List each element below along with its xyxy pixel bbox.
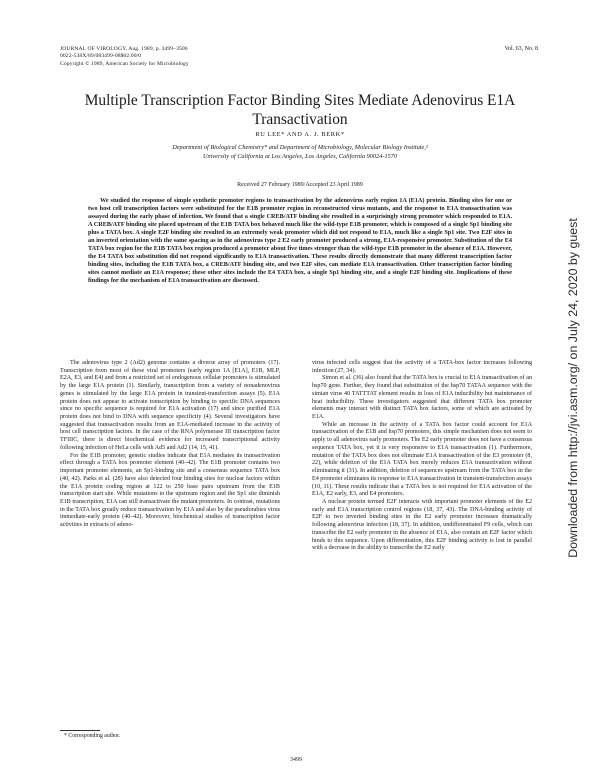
issn-line: 0022-538X/89/083499-08$02.00/0 <box>60 53 142 60</box>
author-list: RU LEE* AND A. J. BERK* <box>255 131 345 138</box>
copyright-line: Copyright © 1989, American Society for Microbiology <box>60 60 189 67</box>
footnote-divider <box>60 730 100 731</box>
body-column-left <box>60 360 280 530</box>
download-watermark-text: Downloaded from http://jvi.asm.org/ on July 24, 2020 by guest <box>566 218 580 558</box>
body-paragraph: While an increase in the activity of a TATA box factor could account for E1A transactivation of the E1B and hsp70 promoters, this simple mechanism does not seem to apply to all adenovirus early promoters. The E2 early promoter does not have a consensus sequence TATA box, yet it is very responsive to E1A transactivation (1). Furthermore, mutation of the TATA box does not eliminate E1A transactivation of the E3 promoter (8, 22), while deletion of the E1A TATA box merely reduces E1A transactivation without eliminating it (31). In addition, deletion of sequences upstream from the TATA box in the E4 promoter eliminates its response to E1A transactivation in transient-transfection assays (10, 11). These results indicate that a TATA box is not required for E1A activation of the E1A, E2 early, E3, and E4 promoters. <box>312 421 532 498</box>
affiliation-line-2: University of California at Los Angeles, Los Angeles, California 90024-1570 <box>202 152 398 160</box>
body-paragraph: For the E1B promoter, genetic studies indicate that E1A mediates its transactivation effect through a TATA box promoter element (40–42). The E1B promoter contains two important promoter elements, an Sp1-binding site and a consensus sequence TATA box (40, 42). Parks et al. (28) have also detected four binding sites for nuclear factors within the E1A protein coding region at 122 to 250 base pairs upstream from the E1B transcription start site. While mutations in the upstream region and the Sp1 site diminish E1B transcription, E1A can still transactivate the mutant promoters. In contrast, mutations in the TATA box greatly reduce transactivation by E1A and also by the pseudorabies virus immediate-early protein (40–42). Moreover, biochemical studies of transcription factor activities in extracts of adeno- <box>60 452 280 529</box>
affiliation-line-1: Department of Biological Chemistry* and Department of Microbiology, Molecular Biology Institute,² <box>172 144 428 151</box>
article-title: Multiple Transcription Factor Binding Sites Mediate Adenovirus E1A Transactivation <box>84 92 516 128</box>
corresponding-author-footnote: * Corresponding author. <box>64 733 121 739</box>
body-paragraph: Simon et al. (36) also found that the TATA box is crucial to E1A transactivation of an hsp70 gene. Further, they found that substitution of the hsp70 TATAA sequence with the simian virus 40 TATTTAT element results in loss of E1A inducibility but maintenance of heat inducibility. These investigators suggested that different TATA box promoter elements may interact with distinct TATA box factors, some of which are activated by E1A. <box>312 375 532 421</box>
page-number: 3499 <box>290 757 302 763</box>
body-paragraph: The adenovirus type 2 (Ad2) genome contains a diverse array of promoters (17). Transcription from most of these viral promoters (early region 1A [E1A], E1B, MLP, E2A, E3, and E4) and from a restricted set of endogenous cellular promoters is stimulated by the large E1A protein (1). Similarly, transcription from a variety of nonadenovirus genes is stimulated by the large E1A protein in transient-transfection assays (5). E1A protein does not appear to activate transcription by binding to specific DNA sequences since no specific sequence is required for E1A activation (17) and since purified E1A protein does not bind to DNA with sequence specificity (4). Several investigators have suggested that transactivation results from an E1A-mediated increase in the activity of host cell transcription factors. In the case of the RNA polymerase III transcription factor TFIIIC, there is direct biochemical evidence for increased transcriptional activity following infection of HeLa cells with Ad5 and Ad2 (14, 15, 41). <box>60 360 280 451</box>
abstract: We studied the response of simple synthetic promoter regions to transactivation by the adenovirus early region 1A (E1A) protein. Binding sites for one or two host cell transcription factors were substituted for the E1B promoter region in reconstructed virus mutants, and the response to E1A transactivation was assayed during the early phase of infection. We found that a single CREB/ATF binding site resulted in a surprisingly strong promoter which responded to E1A. A CREB/ATF binding site placed upstream of the E1B TATA box behaved much like the wild-type E1B promoter, which is composed of a single Sp1 binding site plus a TATA box. A single E2F binding site resulted in an extremely weak promoter which did not respond to E1A, much like a single Sp1 site. Two E2F sites in an inverted orientation with the same spacing as in the adenovirus type 2 E2 early promoter produced a strong, E1A-responsive promoter. Substitution of the E4 TATA box region for the E1B TATA box region produced a promoter about five times stronger than the wild-type E1B promoter in the absence of E1A. However, the E4 TATA box substitution did not respond significantly to E1A transactivation. These results directly demonstrate that many different transcription factor binding sites, including the E1B TATA box, a CREB/ATF binding site, and two E2F sites, can mediate E1A transactivation. Other transcription factor binding sites cannot mediate an E1A response; these other sites include the E4 TATA box, a single Sp1 binding site, and a single E2F binding site. Implications of these findings for the mechanism of E1A transactivation are discussed. <box>88 197 512 284</box>
received-dates: Received 27 February 1989/Accepted 23 April 1989 <box>237 182 363 188</box>
body-paragraph: virus infected cells suggest that the activity of a TATA-box factor increases following infection (27, 34). <box>312 360 532 374</box>
body-column-right <box>312 360 532 553</box>
journal-header <box>60 46 360 68</box>
body-paragraph: A nuclear protein termed E2F interacts with important promoter elements of the E2 early and E1A transcription control regions (18, 37, 43). The DNA-binding activity of E2F to two inverted binding sites in the E2 early promoter increases dramatically following adenovirus infection (18, 37). In addition, undifferentiated F9 cells, which can transcribe the E2 early promoter in the absence of E1A, also contain an E2F factor which binds to this sequence. Upon differentiation, this E2F binding activity is lost in parallel with a decrease in the ability to transcribe the E2 early <box>312 498 532 552</box>
volume-label: Vol. 63, No. 8 <box>504 46 538 52</box>
affiliation <box>80 144 520 161</box>
journal-citation-line: JOURNAL OF VIROLOGY, Aug. 1989, p. 3499–3506 <box>60 46 188 52</box>
